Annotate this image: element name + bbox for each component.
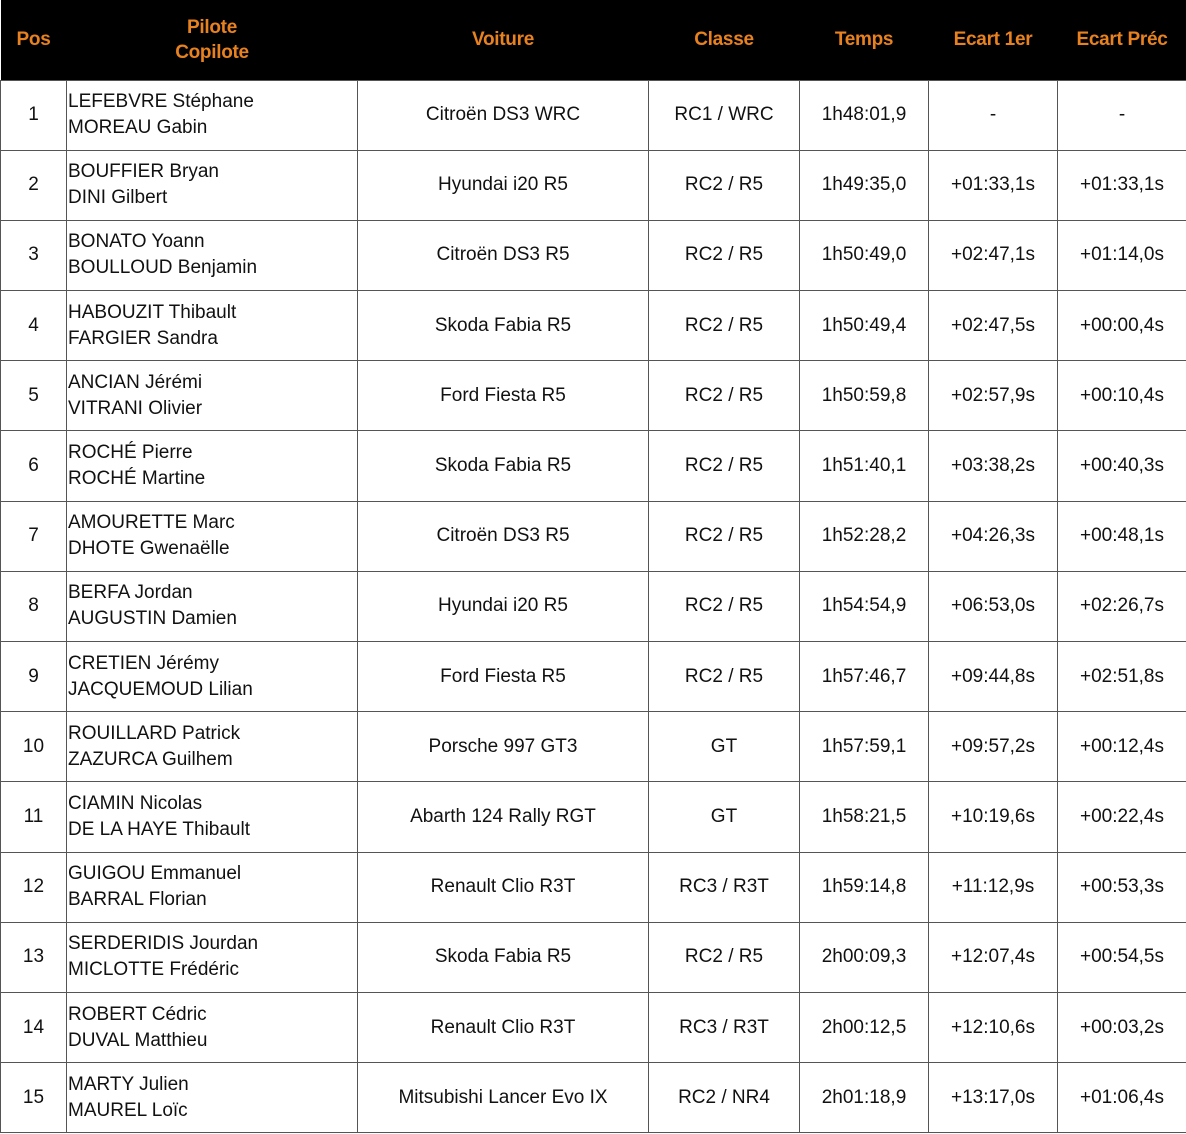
cell-pilot-copilot bbox=[67, 852, 358, 922]
cell-temps: 1h49:35,0 bbox=[800, 150, 929, 220]
table-row bbox=[1, 431, 1186, 501]
table-row bbox=[1, 782, 1186, 852]
cell-classe: GT bbox=[649, 782, 800, 852]
cell-ecart-1er: +12:10,6s bbox=[929, 992, 1058, 1062]
cell-pos: 2 bbox=[1, 150, 67, 220]
cell-ecart-1er: +10:19,6s bbox=[929, 782, 1058, 852]
cell-classe: RC2 / R5 bbox=[649, 361, 800, 431]
cell-voiture: Skoda Fabia R5 bbox=[358, 922, 649, 992]
cell-temps: 1h57:59,1 bbox=[800, 712, 929, 782]
cell-voiture: Ford Fiesta R5 bbox=[358, 361, 649, 431]
cell-classe: RC2 / R5 bbox=[649, 922, 800, 992]
cell-ecart-prec: +02:26,7s bbox=[1058, 571, 1186, 641]
cell-ecart-prec: +01:06,4s bbox=[1058, 1063, 1186, 1133]
cell-pos: 12 bbox=[1, 852, 67, 922]
table-row bbox=[1, 501, 1186, 571]
cell-temps: 1h59:14,8 bbox=[800, 852, 929, 922]
copilot-name: BOULLOUD Benjamin bbox=[68, 257, 258, 279]
cell-pilot-copilot bbox=[67, 150, 358, 220]
table-row bbox=[1, 1063, 1186, 1133]
cell-ecart-1er: +09:44,8s bbox=[929, 642, 1058, 712]
cell-ecart-1er: +04:26,3s bbox=[929, 501, 1058, 571]
cell-ecart-prec: - bbox=[1058, 80, 1186, 150]
cell-classe: GT bbox=[649, 712, 800, 782]
cell-ecart-prec: +00:53,3s bbox=[1058, 852, 1186, 922]
copilot-name: ZAZURCA Guilhem bbox=[68, 748, 233, 770]
cell-temps: 1h50:49,0 bbox=[800, 220, 929, 290]
table-row bbox=[1, 361, 1186, 431]
cell-ecart-1er: +03:38,2s bbox=[929, 431, 1058, 501]
cell-pilot-copilot bbox=[67, 220, 358, 290]
pilot-name: BERFA Jordan bbox=[68, 582, 193, 604]
cell-pilot-copilot bbox=[67, 80, 358, 150]
cell-pilot-copilot bbox=[67, 431, 358, 501]
table-row bbox=[1, 220, 1186, 290]
cell-classe: RC1 / WRC bbox=[649, 80, 800, 150]
table-body bbox=[1, 80, 1186, 1133]
cell-pos: 8 bbox=[1, 571, 67, 641]
table-row bbox=[1, 922, 1186, 992]
cell-pos: 11 bbox=[1, 782, 67, 852]
cell-voiture: Citroën DS3 R5 bbox=[358, 501, 649, 571]
copilot-name: ROCHÉ Martine bbox=[68, 468, 206, 490]
table-header bbox=[1, 0, 1186, 80]
cell-temps: 1h50:49,4 bbox=[800, 291, 929, 361]
cell-pilot-copilot bbox=[67, 642, 358, 712]
copilot-name: DHOTE Gwenaëlle bbox=[68, 538, 230, 560]
cell-pos: 10 bbox=[1, 712, 67, 782]
pilot-name: BONATO Yoann bbox=[68, 231, 205, 253]
pilot-name: AMOURETTE Marc bbox=[68, 512, 235, 534]
cell-voiture: Citroën DS3 WRC bbox=[358, 80, 649, 150]
cell-voiture: Citroën DS3 R5 bbox=[358, 220, 649, 290]
cell-ecart-1er: +02:47,1s bbox=[929, 220, 1058, 290]
header-pilote: Pilote bbox=[187, 16, 237, 38]
cell-ecart-prec: +01:33,1s bbox=[1058, 150, 1186, 220]
pilot-name: ROCHÉ Pierre bbox=[68, 442, 193, 464]
cell-ecart-prec: +02:51,8s bbox=[1058, 642, 1186, 712]
cell-voiture: Skoda Fabia R5 bbox=[358, 291, 649, 361]
cell-ecart-1er: +06:53,0s bbox=[929, 571, 1058, 641]
cell-ecart-1er: +02:57,9s bbox=[929, 361, 1058, 431]
copilot-name: AUGUSTIN Damien bbox=[68, 608, 237, 630]
header-classe: Classe bbox=[649, 0, 800, 80]
cell-classe: RC2 / R5 bbox=[649, 220, 800, 290]
header-temps: Temps bbox=[800, 0, 929, 80]
copilot-name: DINI Gilbert bbox=[68, 187, 168, 209]
cell-pos: 3 bbox=[1, 220, 67, 290]
table-row bbox=[1, 642, 1186, 712]
cell-ecart-prec: +00:40,3s bbox=[1058, 431, 1186, 501]
copilot-name: DE LA HAYE Thibault bbox=[68, 818, 251, 840]
cell-ecart-1er: +13:17,0s bbox=[929, 1063, 1058, 1133]
table-row bbox=[1, 80, 1186, 150]
pilot-name: ROUILLARD Patrick bbox=[68, 722, 241, 744]
cell-temps: 1h51:40,1 bbox=[800, 431, 929, 501]
cell-pos: 1 bbox=[1, 80, 67, 150]
cell-ecart-prec: +01:14,0s bbox=[1058, 220, 1186, 290]
table-row bbox=[1, 291, 1186, 361]
table-row bbox=[1, 150, 1186, 220]
cell-ecart-prec: +00:22,4s bbox=[1058, 782, 1186, 852]
copilot-name: MICLOTTE Frédéric bbox=[68, 959, 240, 981]
pilot-name: SERDERIDIS Jourdan bbox=[68, 933, 259, 955]
cell-temps: 1h57:46,7 bbox=[800, 642, 929, 712]
cell-classe: RC3 / R3T bbox=[649, 992, 800, 1062]
cell-temps: 1h48:01,9 bbox=[800, 80, 929, 150]
cell-pos: 9 bbox=[1, 642, 67, 712]
header-ecart-1er: Ecart 1er bbox=[929, 0, 1058, 80]
cell-voiture: Renault Clio R3T bbox=[358, 992, 649, 1062]
cell-classe: RC2 / R5 bbox=[649, 150, 800, 220]
pilot-name: GUIGOU Emmanuel bbox=[68, 863, 242, 885]
header-pos: Pos bbox=[1, 0, 67, 80]
pilot-name: MARTY Julien bbox=[68, 1073, 189, 1095]
cell-voiture: Hyundai i20 R5 bbox=[358, 571, 649, 641]
cell-pilot-copilot bbox=[67, 571, 358, 641]
pilot-name: CRETIEN Jérémy bbox=[68, 652, 219, 674]
cell-temps: 1h54:54,9 bbox=[800, 571, 929, 641]
copilot-name: MOREAU Gabin bbox=[68, 117, 208, 139]
cell-temps: 2h01:18,9 bbox=[800, 1063, 929, 1133]
cell-voiture: Porsche 997 GT3 bbox=[358, 712, 649, 782]
cell-temps: 1h50:59,8 bbox=[800, 361, 929, 431]
table-row bbox=[1, 712, 1186, 782]
cell-ecart-prec: +00:03,2s bbox=[1058, 992, 1186, 1062]
cell-voiture: Skoda Fabia R5 bbox=[358, 431, 649, 501]
header-ecart-prec: Ecart Préc bbox=[1058, 0, 1186, 80]
cell-pilot-copilot bbox=[67, 712, 358, 782]
pilot-name: ROBERT Cédric bbox=[68, 1003, 207, 1025]
copilot-name: VITRANI Olivier bbox=[68, 397, 203, 419]
cell-pos: 15 bbox=[1, 1063, 67, 1133]
cell-ecart-prec: +00:54,5s bbox=[1058, 922, 1186, 992]
copilot-name: BARRAL Florian bbox=[68, 889, 207, 911]
header-row bbox=[1, 0, 1186, 80]
cell-pos: 5 bbox=[1, 361, 67, 431]
table-row bbox=[1, 852, 1186, 922]
cell-pilot-copilot bbox=[67, 501, 358, 571]
cell-voiture: Abarth 124 Rally RGT bbox=[358, 782, 649, 852]
header-voiture: Voiture bbox=[358, 0, 649, 80]
cell-pilot-copilot bbox=[67, 782, 358, 852]
cell-voiture: Hyundai i20 R5 bbox=[358, 150, 649, 220]
cell-temps: 2h00:09,3 bbox=[800, 922, 929, 992]
pilot-name: BOUFFIER Bryan bbox=[68, 161, 219, 183]
copilot-name: DUVAL Matthieu bbox=[68, 1029, 208, 1051]
cell-ecart-prec: +00:48,1s bbox=[1058, 501, 1186, 571]
pilot-name: CIAMIN Nicolas bbox=[68, 792, 203, 814]
cell-pos: 14 bbox=[1, 992, 67, 1062]
copilot-name: MAUREL Loïc bbox=[68, 1099, 188, 1121]
cell-classe: RC3 / R3T bbox=[649, 852, 800, 922]
cell-classe: RC2 / R5 bbox=[649, 501, 800, 571]
cell-pilot-copilot bbox=[67, 992, 358, 1062]
cell-classe: RC2 / R5 bbox=[649, 571, 800, 641]
header-copilote: Copilote bbox=[175, 41, 249, 63]
cell-classe: RC2 / R5 bbox=[649, 431, 800, 501]
pilot-name: ANCIAN Jérémi bbox=[68, 371, 203, 393]
cell-classe: RC2 / NR4 bbox=[649, 1063, 800, 1133]
header-pilot-copilot bbox=[67, 0, 358, 80]
cell-ecart-1er: - bbox=[929, 80, 1058, 150]
cell-pos: 13 bbox=[1, 922, 67, 992]
cell-pos: 7 bbox=[1, 501, 67, 571]
cell-classe: RC2 / R5 bbox=[649, 642, 800, 712]
pilot-name: LEFEBVRE Stéphane bbox=[68, 91, 254, 113]
pilot-name: HABOUZIT Thibault bbox=[68, 301, 237, 323]
cell-ecart-1er: +01:33,1s bbox=[929, 150, 1058, 220]
cell-ecart-prec: +00:12,4s bbox=[1058, 712, 1186, 782]
cell-classe: RC2 / R5 bbox=[649, 291, 800, 361]
cell-pilot-copilot bbox=[67, 1063, 358, 1133]
cell-voiture: Ford Fiesta R5 bbox=[358, 642, 649, 712]
cell-ecart-1er: +12:07,4s bbox=[929, 922, 1058, 992]
cell-pilot-copilot bbox=[67, 922, 358, 992]
cell-voiture: Renault Clio R3T bbox=[358, 852, 649, 922]
cell-ecart-1er: +09:57,2s bbox=[929, 712, 1058, 782]
copilot-name: FARGIER Sandra bbox=[68, 327, 218, 349]
cell-ecart-1er: +02:47,5s bbox=[929, 291, 1058, 361]
cell-pilot-copilot bbox=[67, 291, 358, 361]
cell-pos: 6 bbox=[1, 431, 67, 501]
cell-ecart-1er: +11:12,9s bbox=[929, 852, 1058, 922]
cell-voiture: Mitsubishi Lancer Evo IX bbox=[358, 1063, 649, 1133]
cell-pos: 4 bbox=[1, 291, 67, 361]
cell-ecart-prec: +00:00,4s bbox=[1058, 291, 1186, 361]
table-row bbox=[1, 571, 1186, 641]
cell-temps: 1h52:28,2 bbox=[800, 501, 929, 571]
table-row bbox=[1, 992, 1186, 1062]
cell-pilot-copilot bbox=[67, 361, 358, 431]
cell-ecart-prec: +00:10,4s bbox=[1058, 361, 1186, 431]
cell-temps: 1h58:21,5 bbox=[800, 782, 929, 852]
cell-temps: 2h00:12,5 bbox=[800, 992, 929, 1062]
copilot-name: JACQUEMOUD Lilian bbox=[68, 678, 253, 700]
